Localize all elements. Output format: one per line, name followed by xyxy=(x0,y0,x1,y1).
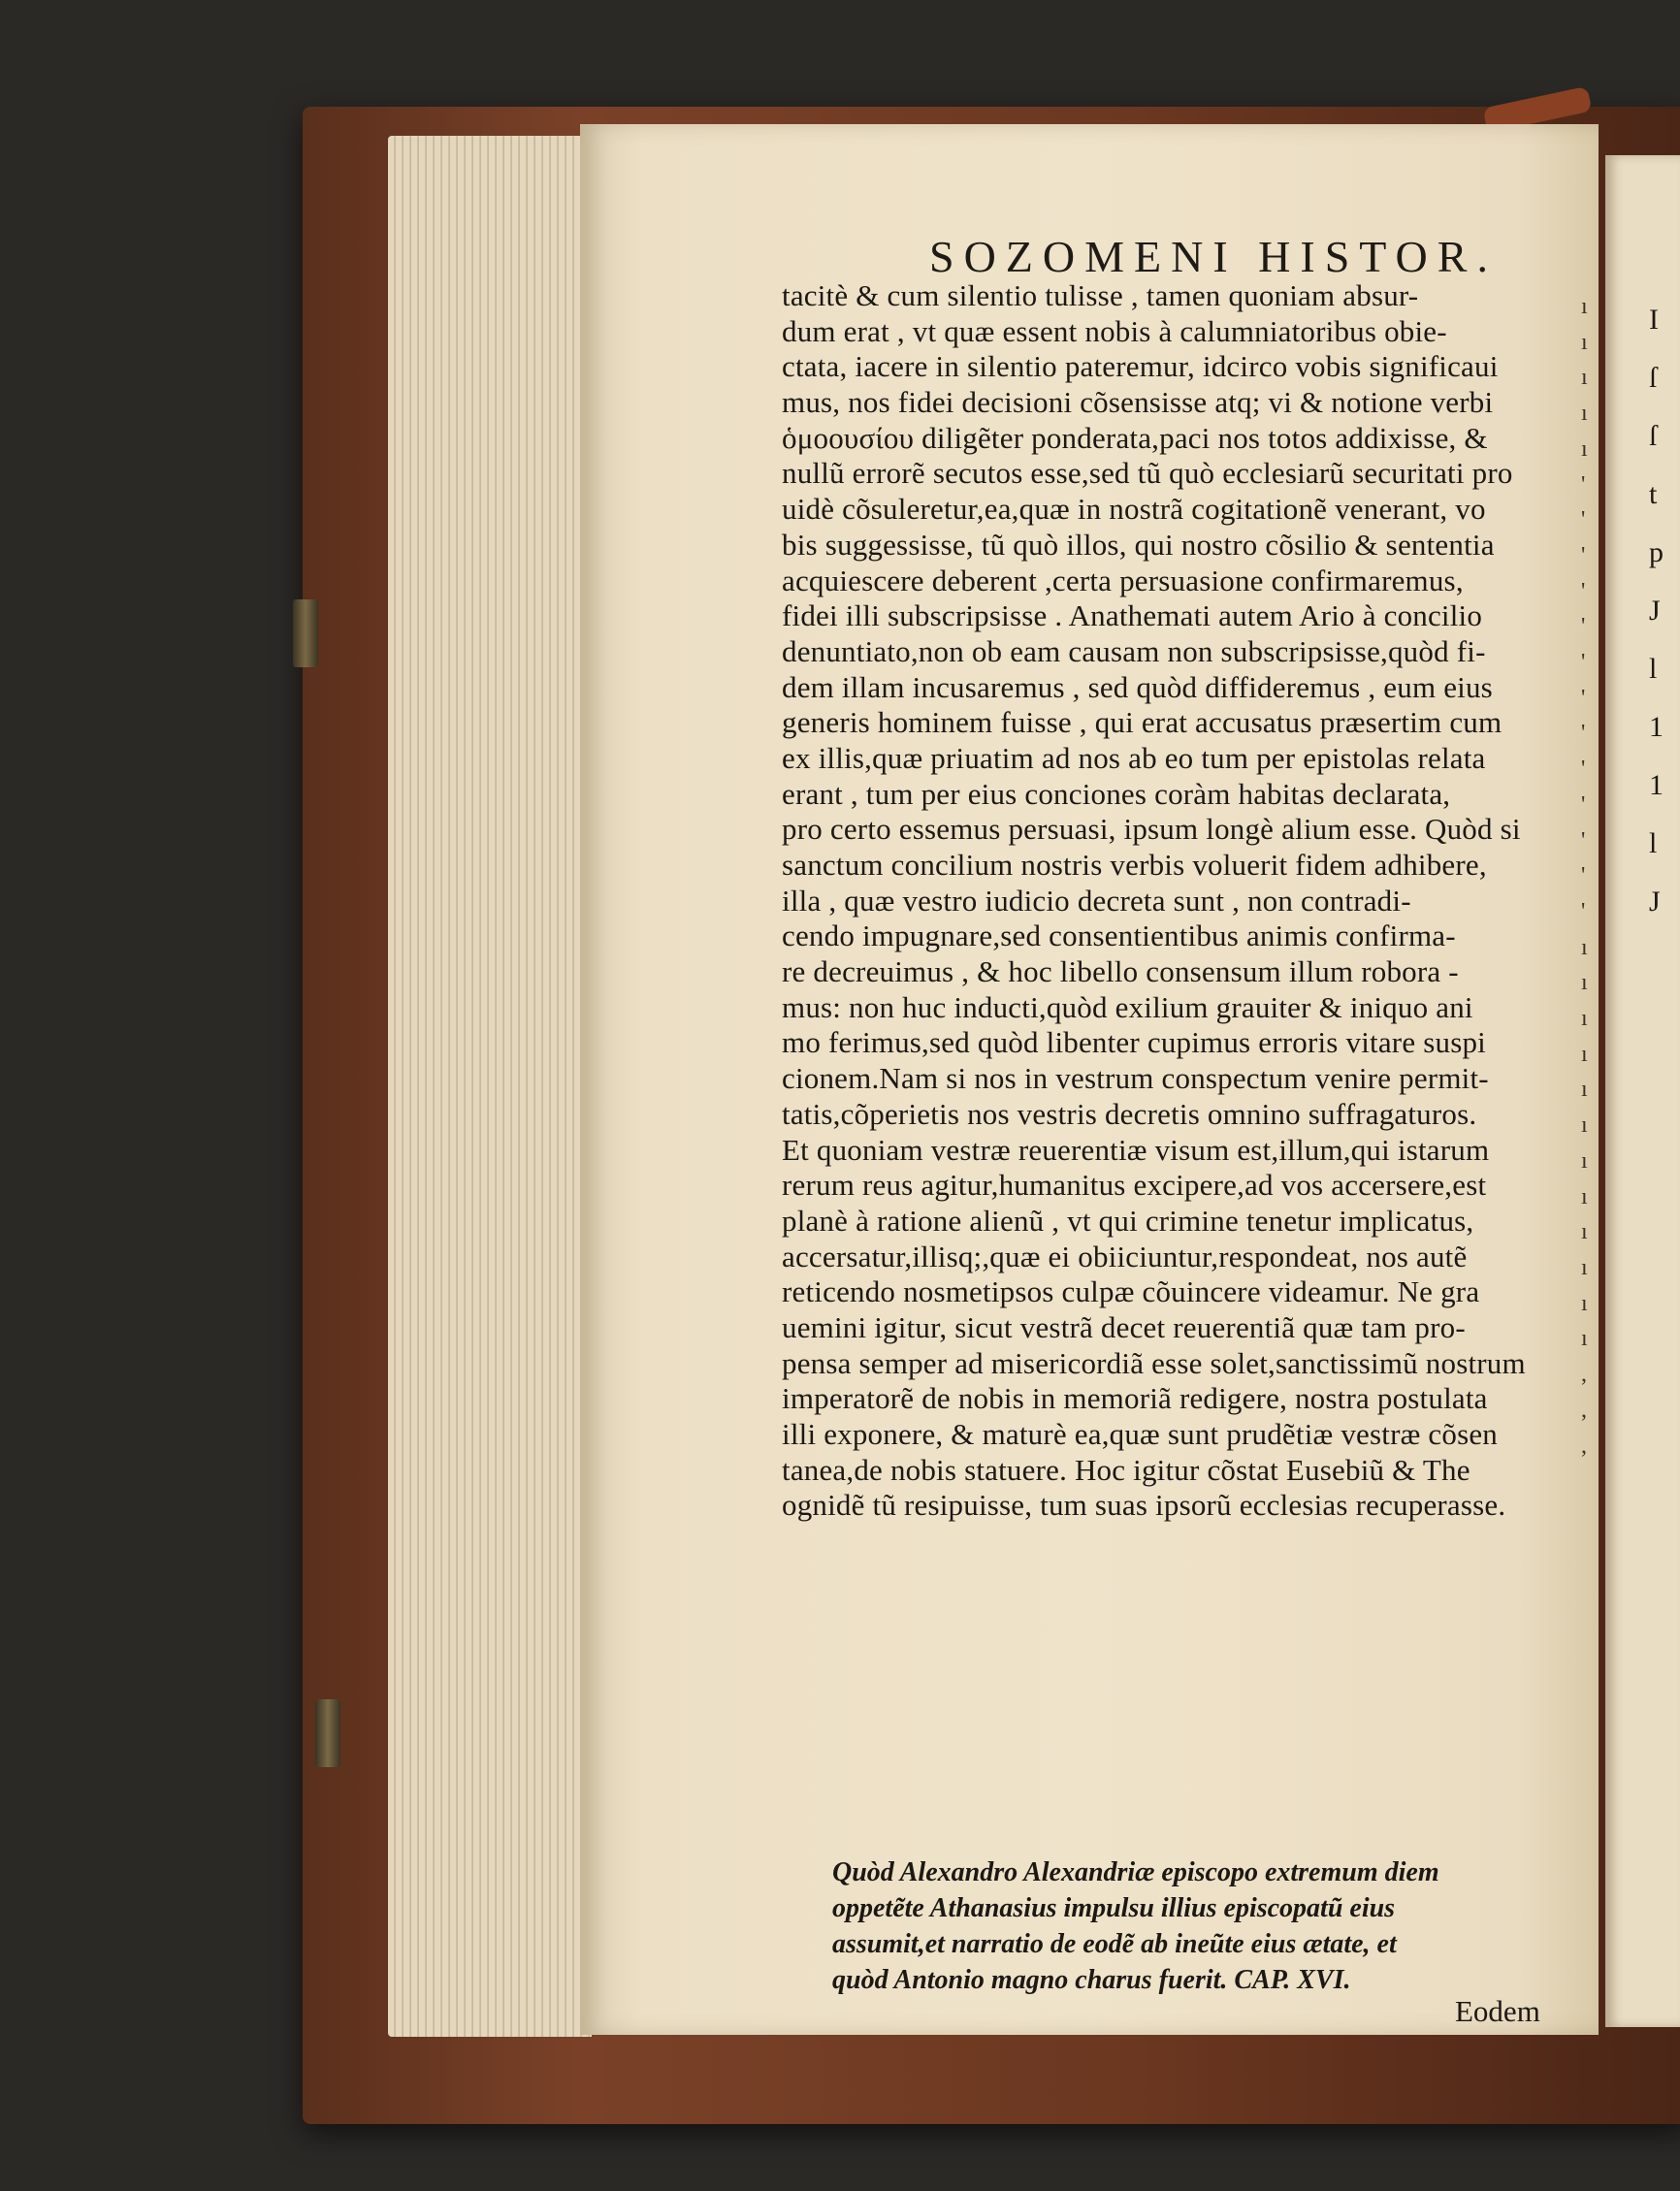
margin-mark: ı xyxy=(1581,970,1588,996)
text-line: mo ferimus,sed quòd libenter cupimus erroris vitare suspi xyxy=(782,1025,1486,1060)
margin-mark: ı xyxy=(1581,1041,1588,1067)
margin-mark: ' xyxy=(1581,614,1586,640)
text-line: cionem.Nam si nos in vestrum conspectum venire permit- xyxy=(782,1061,1489,1096)
text-line: accersatur,illisq;,quæ ei obiiciuntur,respondeat, nos autẽ xyxy=(782,1239,1468,1273)
margin-mark: ı xyxy=(1581,1077,1588,1103)
margin-mark: ı xyxy=(1581,1254,1588,1280)
margin-mark: ı xyxy=(1581,1219,1588,1245)
facing-page-fragment: p xyxy=(1649,536,1664,568)
margin-mark: ' xyxy=(1581,791,1586,818)
margin-mark: ı xyxy=(1581,1290,1588,1316)
facing-page-fragment: 1 xyxy=(1649,711,1664,743)
margin-mark: ı xyxy=(1581,1006,1588,1032)
facing-page-fragment: J xyxy=(1649,595,1661,627)
margin-mark: ı xyxy=(1581,435,1588,462)
chapter-heading-line: quòd Antonio magno charus fuerit. CAP. XVI. xyxy=(832,1965,1351,1995)
text-line: pro certo essemus persuasi, ipsum longè alium esse. Quòd si xyxy=(782,812,1521,847)
margin-mark: ı xyxy=(1581,1326,1588,1352)
text-line: tacitè & cum silentio tulisse , tamen quoniam absur- xyxy=(782,278,1419,312)
text-line: illi exponere, & maturè ea,quæ sunt prudẽtiæ vestræ cõsen xyxy=(782,1417,1499,1451)
chapter-heading-line: oppetẽte Athanasius impulsu illius episcopatũ eius xyxy=(832,1893,1396,1923)
text-line: ognidẽ tũ resipuisse, tum suas ipsorũ ecclesias recuperasse. xyxy=(782,1488,1506,1523)
running-head: SOZOMENI HISTOR. xyxy=(929,232,1498,281)
text-line: bis suggessisse, tũ quò illos, qui nostro cõsilio & sententia xyxy=(782,527,1495,562)
margin-mark: , xyxy=(1581,1397,1587,1423)
text-line: sanctum concilium nostris verbis voluerit fidem adhibere, xyxy=(782,848,1487,882)
facing-page-fragment: t xyxy=(1649,478,1658,510)
margin-mark: ı xyxy=(1581,294,1588,319)
text-line: reticendo nosmetipsos culpæ cõuincere videamur. Ne gra xyxy=(782,1274,1480,1309)
text-line: uemini igitur, sicut vestrã decet reuerentiã quæ tam pro- xyxy=(782,1309,1466,1344)
margin-mark: ' xyxy=(1581,898,1586,924)
margin-mark: , xyxy=(1581,1362,1587,1388)
text-line: nullũ errorẽ secutos esse,sed tũ quò ecclesiarũ securitati pro xyxy=(782,456,1513,491)
text-line: erant , tum per eius conciones coràm habitas declarata, xyxy=(782,776,1451,811)
margin-mark: ' xyxy=(1581,471,1586,498)
margin-mark: ı xyxy=(1581,365,1588,391)
text-line: uidè cõsuleretur,ea,quæ in nostrã cogitationẽ venerant, vo xyxy=(782,492,1486,527)
text-line: tatis,cõperietis nos vestris decretis omnino suffragaturos. xyxy=(782,1096,1477,1131)
margin-mark: ' xyxy=(1581,757,1586,783)
margin-mark: , xyxy=(1581,1433,1587,1459)
margin-marks xyxy=(1581,289,1600,1464)
text-line: fidei illi subscripsisse . Anathemati autem Ario à concilio xyxy=(782,598,1483,633)
page-edges xyxy=(388,136,592,2037)
margin-mark: ' xyxy=(1581,650,1586,676)
margin-mark: ı xyxy=(1581,1112,1588,1139)
text-line: dem illam incusaremus , sed quòd diffideremus , eum eius xyxy=(782,669,1493,704)
margin-mark: ' xyxy=(1581,578,1586,604)
facing-page-fragment: 1 xyxy=(1649,769,1664,801)
text-line: mus: non huc inducti,quòd exilium grauiter & iniquo ani xyxy=(782,989,1473,1024)
text-line: imperatorẽ de nobis in memoriã redigere, nostra postulata xyxy=(782,1381,1488,1416)
margin-mark: ı xyxy=(1581,401,1588,427)
clasp-top xyxy=(293,599,318,667)
margin-mark: ' xyxy=(1581,542,1586,568)
margin-mark: ' xyxy=(1581,827,1586,854)
text-line: rerum reus agitur,humanitus excipere,ad vos accersere,est xyxy=(782,1168,1487,1203)
margin-mark: ı xyxy=(1581,934,1588,960)
facing-page-text xyxy=(1649,291,1680,931)
facing-page-fragment: l xyxy=(1649,653,1658,685)
margin-mark: ' xyxy=(1581,507,1586,533)
margin-mark: ı xyxy=(1581,1183,1588,1209)
text-line: Et quoniam vestræ reuerentiæ visum est,illum,qui istarum xyxy=(782,1132,1490,1167)
facing-page-fragment: I xyxy=(1649,304,1659,336)
chapter-heading-line: assumit,et narratio de eodẽ ab ineũte eius ætate, et xyxy=(832,1929,1397,1959)
text-line: ὁμοουσίου diligẽter ponderata,paci nos totos addixisse, & xyxy=(782,420,1488,455)
text-line: ex illis,quæ priuatim ad nos ab eo tum per epistolas relata xyxy=(782,740,1486,775)
text-line: acquiescere deberent ,certa persuasione confirmaremus, xyxy=(782,563,1464,597)
text-line: re decreuimus , & hoc libello consensum illum robora - xyxy=(782,954,1459,989)
margin-mark: ı xyxy=(1581,1147,1588,1174)
margin-mark: ' xyxy=(1581,863,1586,889)
margin-mark: ' xyxy=(1581,721,1586,747)
facing-page-fragment: l xyxy=(1649,827,1658,859)
text-line: tanea,de nobis statuere. Hoc igitur cõstat Eusebiũ & The xyxy=(782,1452,1470,1487)
text-line: generis hominem fuisse , qui erat accusatus præsertim cum xyxy=(782,705,1502,740)
text-line: planè à ratione alienũ , vt qui crimine tenetur implicatus, xyxy=(782,1203,1474,1238)
text-line: illa , quæ vestro iudicio decreta sunt , non contradi- xyxy=(782,883,1411,918)
text-line: ctata, iacere in silentio pateremur, idcirco vobis significaui xyxy=(782,349,1499,384)
catchword: Eodem xyxy=(1455,1994,1540,2028)
facing-page-fragment: ſ xyxy=(1649,362,1658,394)
margin-mark: ' xyxy=(1581,685,1586,711)
text-line: mus, nos fidei decisioni cõsensisse atq; vi & notione verbi xyxy=(782,385,1494,420)
text-line: denuntiato,non ob eam causam non subscripsisse,quòd fi- xyxy=(782,633,1486,668)
margin-mark: ı xyxy=(1581,329,1588,355)
facing-page-fragment: J xyxy=(1649,886,1661,918)
text-line: dum erat , vt quæ essent nobis à calumniatoribus obie- xyxy=(782,313,1447,348)
facing-page-fragment: ſ xyxy=(1649,420,1658,452)
text-line: pensa semper ad misericordiã esse solet,sanctissimũ nostrum xyxy=(782,1345,1526,1380)
chapter-heading xyxy=(832,1854,1589,1998)
text-block xyxy=(782,278,1577,1524)
text-line: cendo impugnare,sed consentientibus animis confirma- xyxy=(782,918,1456,953)
chapter-heading-line: Quòd Alexandro Alexandriæ episcopo extremum diem xyxy=(832,1857,1439,1887)
clasp-bottom xyxy=(315,1699,340,1767)
